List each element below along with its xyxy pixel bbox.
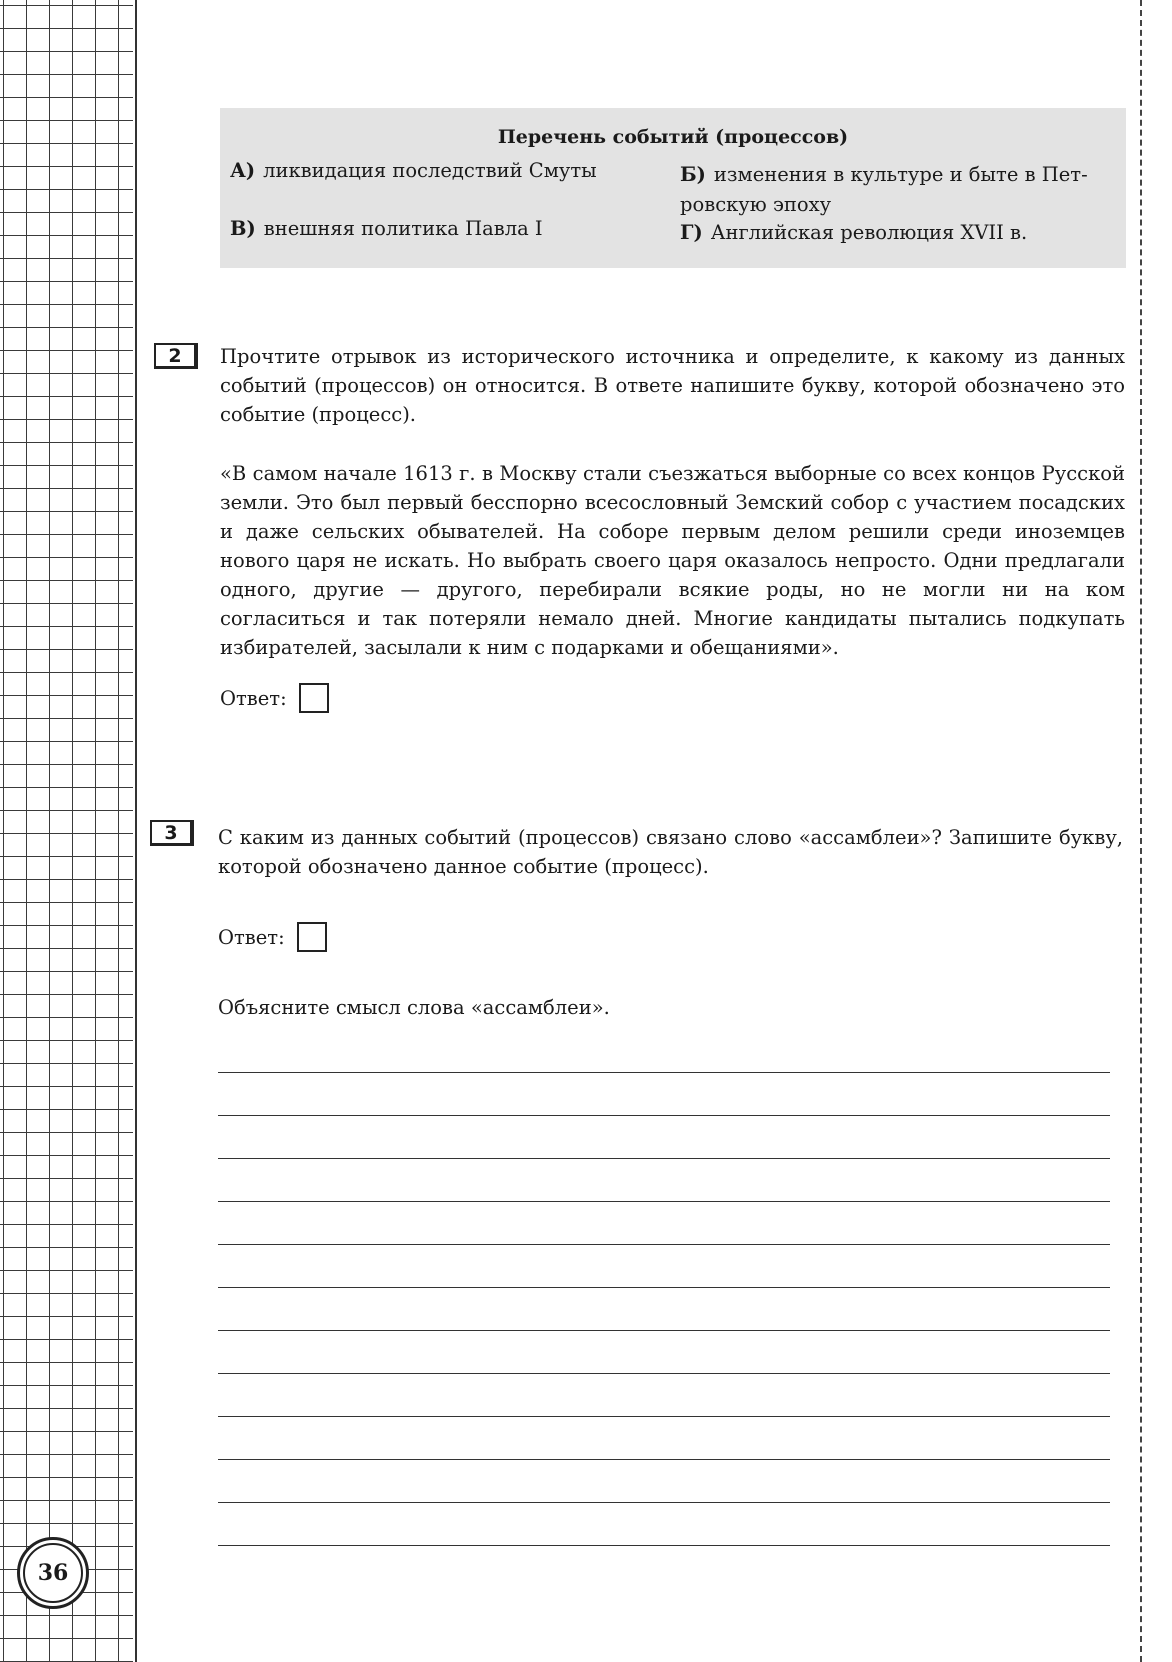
- page-number: 36: [23, 1543, 83, 1603]
- event-item-g: [680, 218, 1120, 248]
- question-2-answer: [220, 683, 329, 713]
- answer-input-box[interactable]: [297, 922, 327, 952]
- writing-line[interactable]: [218, 1330, 1110, 1331]
- question-3-prompt: С каким из данных событий (процессов) связано слово «ассамблеи»? Запишите букву, которой обозначено данное событие (процесс).: [218, 826, 1123, 878]
- events-title: Перечень событий (процессов): [497, 126, 849, 148]
- writing-line[interactable]: [218, 1416, 1110, 1417]
- writing-line[interactable]: [218, 1373, 1110, 1374]
- question-3-number: 3: [150, 820, 194, 846]
- answer-label: Ответ:: [218, 925, 285, 949]
- event-letter: В): [230, 217, 256, 240]
- page-number-badge: [17, 1537, 89, 1609]
- cut-line: [1140, 0, 1142, 1662]
- grid-border: [135, 0, 137, 1662]
- event-item-v: [230, 214, 650, 244]
- answer-input-box[interactable]: [299, 683, 329, 713]
- writing-line[interactable]: [218, 1244, 1110, 1245]
- question-3-answer: [218, 922, 327, 952]
- event-text: внешняя политика Павла I: [263, 217, 543, 240]
- writing-line[interactable]: [218, 1545, 1110, 1546]
- event-letter: Б): [680, 163, 706, 186]
- question-3-explain-prompt: Объясните смысл слова «ассамблеи».: [218, 996, 610, 1019]
- writing-line[interactable]: [218, 1072, 1110, 1073]
- grid-margin: [0, 0, 133, 1662]
- event-letter: А): [230, 159, 256, 182]
- event-text: Английская революция XVII в.: [710, 221, 1028, 244]
- writing-line[interactable]: [218, 1158, 1110, 1159]
- event-text: ликвидация последствий Смуты: [263, 159, 597, 182]
- question-2-prompt: Прочтите отрывок из исторического источника и определите, к какому из данных событий (процессов) он относится. В ответе напишите букву, которой обозначено это событие (процесс).: [220, 345, 1125, 426]
- event-item-a: [230, 156, 650, 186]
- events-list-box: [220, 108, 1126, 268]
- answer-label: Ответ:: [220, 686, 287, 710]
- writing-line[interactable]: [218, 1115, 1110, 1116]
- writing-line[interactable]: [218, 1459, 1110, 1460]
- question-2-quote: «В самом начале 1613 г. в Москву стали съезжаться выборные со всех концов Русской земли. Это был первый бесспорно всесословный Земский собор с участием посадских и даже сельских обывателей. На соборе первым делом решили среди иноземцев нового царя не искать. Но выбрать своего царя оказалось непросто. Одни предлагали одного, другие — другого, перебирали всякие роды, но не могли ни на ком согласиться и так потеряли немало дней. Многие кандидаты пытались подкупать избирателей, засылали к ним с подарками и обещаниями».: [220, 462, 1125, 659]
- event-letter: Г): [680, 221, 703, 244]
- writing-line[interactable]: [218, 1287, 1110, 1288]
- event-text: изменения в культуре и быте в Пет-ровскую эпоху: [680, 163, 1088, 216]
- writing-line[interactable]: [218, 1502, 1110, 1503]
- question-2-number: 2: [154, 343, 198, 369]
- writing-line[interactable]: [218, 1201, 1110, 1202]
- event-item-b: [680, 160, 1120, 220]
